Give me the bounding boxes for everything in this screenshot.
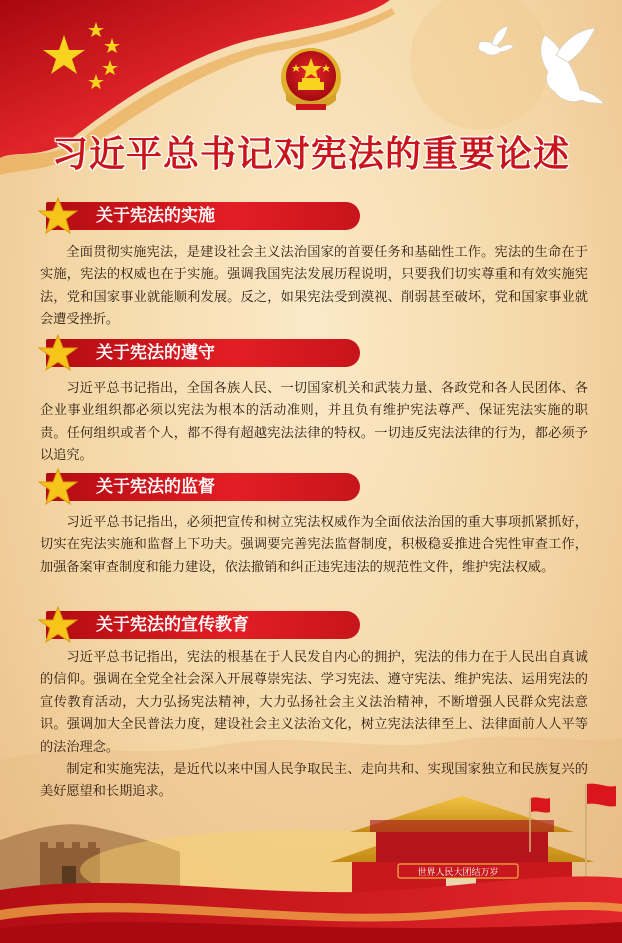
section-paragraph: 习近平总书记指出，全国各族人民、一切国家机关和武装力量、各政党和各人民团体、各企业事业组织都必须以宪法为根本的活动准则，并且负有维护宪法尊严、保证宪法实施的职责。任何组织或者个人，都不得有超越宪法法律的特权。一切违反宪法法律的行为，都必须予以追究。	[40, 381, 588, 464]
section-heading: 关于宪法的遵守	[96, 343, 215, 363]
star-icon	[38, 333, 78, 373]
section-implementation	[40, 198, 588, 338]
banner-text: 世界人民大团结万岁	[417, 868, 499, 878]
page-title: 习近平总书记对宪法的重要论述	[51, 134, 570, 175]
bottom-decoration	[0, 760, 622, 943]
section-paragraph: 全面贯彻实施宪法，是建设社会主义法治国家的首要任务和基础性工作。宪法的生命在于实施，宪法的权威也在于实施。强调我国宪法发展历程说明，只要我们切实尊重和有效实施宪法，党和国家事业就能顺利发展。反之，如果宪法受到漠视、削弱甚至破坏，党和国家事业就会遭受挫折。	[40, 245, 588, 328]
national-emblem-icon	[281, 48, 341, 110]
star-icon	[38, 196, 78, 236]
flag-icon	[587, 784, 616, 807]
section-compliance	[40, 335, 588, 465]
section-paragraph: 习近平总书记指出，宪法的根基在于人民发自内心的拥护，宪法的伟力在于人民出自真诚的信仰。强调在全党全社会深入开展尊崇宪法、学习宪法、遵守宪法、维护宪法、运用宪法的宣传教育活动，大力弘扬宪法精神，大力弘扬社会主义法治精神，不断增强人民群众宪法意识。强调加大全民普法力度，建设社会主义法治文化，树立宪法法律至上、法律面前人人平等的法治理念。	[40, 650, 588, 755]
section-paragraph: 习近平总书记指出，必须把宣传和树立宪法权威作为全面依法治国的重大事项抓紧抓好，切实在宪法实施和监督上下功夫。强调要完善宪法监督制度，积极稳妥推进合宪性审查工作，加强备案审查制度和能力建设，依法撤销和纠正违宪违法的规范性文件，维护宪法权威。	[40, 515, 588, 575]
star-icon	[38, 467, 78, 507]
section-heading: 关于宪法的宣传教育	[96, 615, 249, 635]
section-heading: 关于宪法的实施	[96, 206, 215, 226]
star-icon	[38, 605, 78, 645]
section-supervision	[40, 469, 588, 599]
section-paragraph: 制定和实施宪法，是近代以来中国人民争取民主、走向共和、实现国家独立和民族复兴的美好愿望和长期追求。	[40, 762, 588, 800]
section-heading: 关于宪法的监督	[96, 477, 215, 497]
